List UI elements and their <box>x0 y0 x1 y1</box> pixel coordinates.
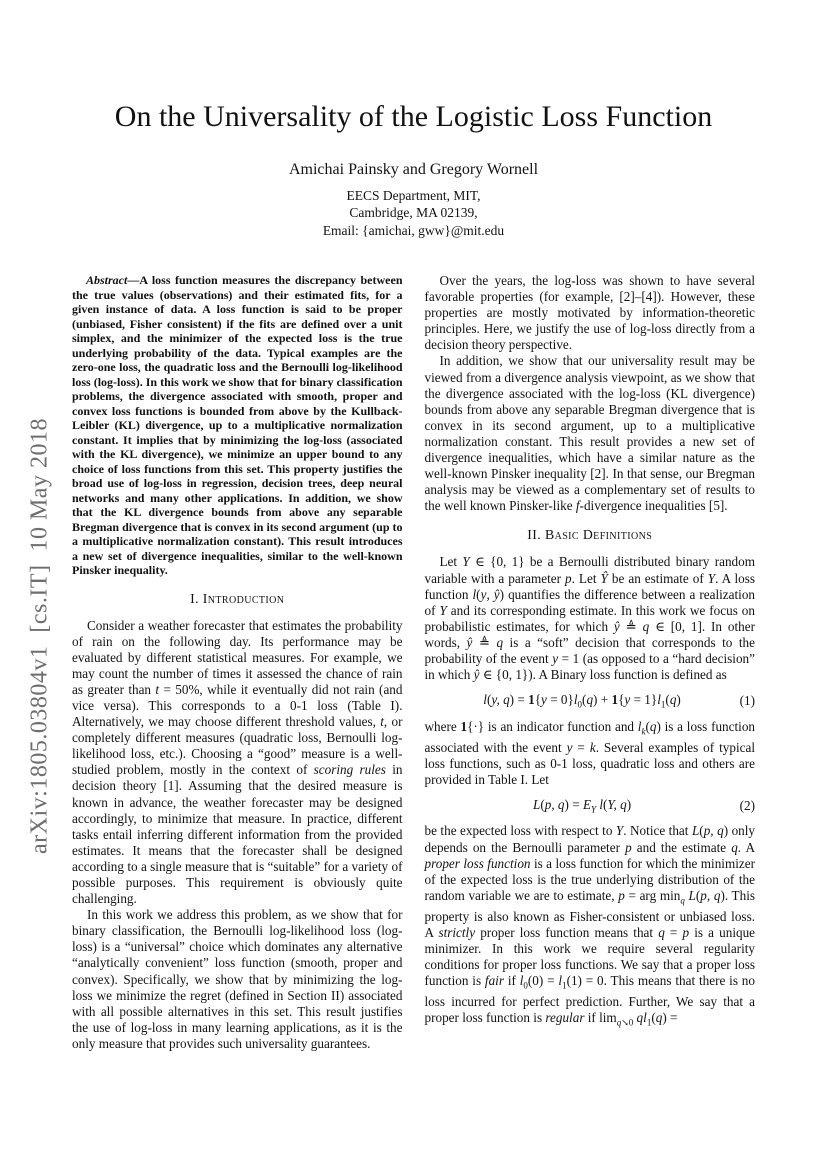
left-column <box>72 273 403 1052</box>
equation-1-body: l(y, $q) = 1\{y = 0\}l_0(q) + 1\{y = 1\}l_1(q)$ <box>483 692 681 710</box>
introduction-paragraph-1: Consider a weather forecaster that estimates the probability of rain on the following day. Its performance may be evaluated by different statistical measures. For example, we may count the number of times it assessed the chance of rain as greater than t = 50%, while it eventually did not rain (and vice versa). This corresponds to a 0-1 loss (Table I). Alternatively, we may choose different threshold values, t, or completely different measures (quadratic loss, Bernoulli log-likelihood loss, etc.). Choosing a “good” measure is a well-studied problem, mostly in the context of scoring rules in decision theory [1]. Assuming that the desired measure is known in advance, the weather forecaster may be designed accordingly, to minimize that measure. In practice, different tasks entail inferring different information from the provided estimates. It means that the forecaster shall be designed according to a single measure that is “suitable” for a variety of possible purposes. This requirement is obviously quite challenging. <box>72 617 403 907</box>
section-heading-basic-definitions: II. Basic Definitions <box>527 527 653 543</box>
equation-2-number: (2) <box>739 797 755 813</box>
equation-1-number: (1) <box>739 692 755 708</box>
section-heading-introduction: I. Introduction <box>190 590 285 606</box>
email-line: Email: {amichai, gww}@mit.edu <box>322 222 505 238</box>
right-column <box>425 273 756 1052</box>
introduction-paragraph-2: In this work we address this problem, as we show that for binary classification, the Bernoulli log-likelihood loss (log-loss) is a “universal” choice which dominates any alternative “analytically convenient” loss function (smooth, proper and convex). Specifically, we show that by minimizing the log-loss we minimize the regret (defined in Section II) associated with all possible alternatives in this set. This result justifies the use of log-loss in many learning applications, as it is the only measure that provides such universality guarantees. <box>72 907 403 1051</box>
equation-1 <box>425 692 756 710</box>
affiliation-line-1: EECS Department, MIT, <box>346 187 481 203</box>
basic-definitions-paragraph-3: be the expected loss with respect to Y. Notice that L(p, q) only depends on the Bernoulli parameter p and the estimate q. A proper loss function is a loss function for which the minimizer of the expected loss is the true underlying distribution of the random variable we are to estimate, p = arg $\min_q L(p$, q). This property is also known as Fisher-consistent or unbiased loss. A strictly proper loss function means that q = p is a unique minimizer. In this work we require several regularity conditions for proper loss functions. We say that a proper loss function is fair if $l_0(0) = l_1(1) = 0$. This means that there is no loss incurred for perfect prediction. Further, We say that a proper loss function is regular if $\lim_{q↘0} ql_1(q)$ = <box>424 823 756 1028</box>
paper-title: On the Universality of the Logistic Loss Function <box>114 100 713 133</box>
right-paragraph-2: In addition, we show that our universality result may be viewed from a divergence analysis viewpoint, as we show that the divergence associated with the log-loss (KL divergence) bounds from above any separable Bregman divergence that is convex in its second argument, up to a multiplicative normalization constant. This result provides a new set of divergence inequalities, which have a similar nature as the well-known Pinsker inequality [2]. In that sense, our Bregman analysis may be viewed as a complementary set of results to the well known Pinsker-like f-divergence inequalities [5]. <box>424 353 755 514</box>
abstract-paragraph: Abstract—A loss function measures the discrepancy between the true values (observations) and their estimated fits, for a given instance of data. A loss function is said to be proper (unbiased, Fisher consistent) if the fits are defined over a unit simplex, and the minimizer of the expected loss is the true underlying probability of the data. Typical examples are the zero-one loss, the quadratic loss and the Bernoulli log-likelihood loss (log-loss). In this work we show that for binary classification problems, the divergence associated with smooth, proper and convex loss functions is bounded from above by the Kullback-Leibler (KL) divergence, up to a multiplicative normalization constant. It implies that by minimizing the log-loss (associated with the KL divergence), we minimize an upper bound to any choice of loss functions from this set. This property justifies the broad use of log-loss in regression, decision trees, deep neural networks and many other applications. In addition, we show that the KL divergence bounds from above any separable Bregman divergence that is convex in its second argument (up to a multiplicative normalization constant). This result introduces a new set of divergence inequalities, similar to the well-known Pinsker inequality. <box>72 273 403 577</box>
affiliation-line-2: Cambridge, MA 02139, <box>349 205 478 220</box>
basic-definitions-paragraph-1: Let Y ∈ {0, 1} be a Bernoulli distributed binary random variable with a parameter p. Let Ŷ be an estimate of Y. A loss function l(y, ŷ) quantifies the difference between a realization of Y and its corresponding estimate. In this work we focus on probabilistic estimates, for which ŷ ≜ q ∈ [0, 1]. In other words, ŷ ≜ q is a “soft” decision that corresponds to the probability of the event y = 1 (as opposed to a “hard decision” in which ŷ ∈ {0, 1}). A Binary loss function is defined as <box>424 554 756 683</box>
right-paragraph-1: Over the years, the log-loss was shown to have several favorable properties (for example, [2]–[4]). However, these properties are mostly motivated by information-theoretic principles. Here, we justify the use of log-loss directly from a decision theory perspective. <box>424 273 755 353</box>
equation-2-body: L(p, $q) = E_Y$ l(Y, q) <box>532 796 632 815</box>
equation-2 <box>425 797 756 815</box>
authors-line: Amichai Painsky and Gregory Wornell <box>288 160 539 178</box>
arxiv-stamp: arXiv:1805.03804v1 [cs.IT] 10 May 2018 <box>26 418 53 854</box>
basic-definitions-paragraph-2: where 1{·} is an indicator function and $l_k(q)$ is a loss function associated with the event y = k. Several examples of typical loss functions, such as 0-1 loss, quadratic loss and others are provided in Table I. Let <box>424 718 756 787</box>
paper-header <box>0 0 827 239</box>
two-column-body <box>0 239 827 1052</box>
